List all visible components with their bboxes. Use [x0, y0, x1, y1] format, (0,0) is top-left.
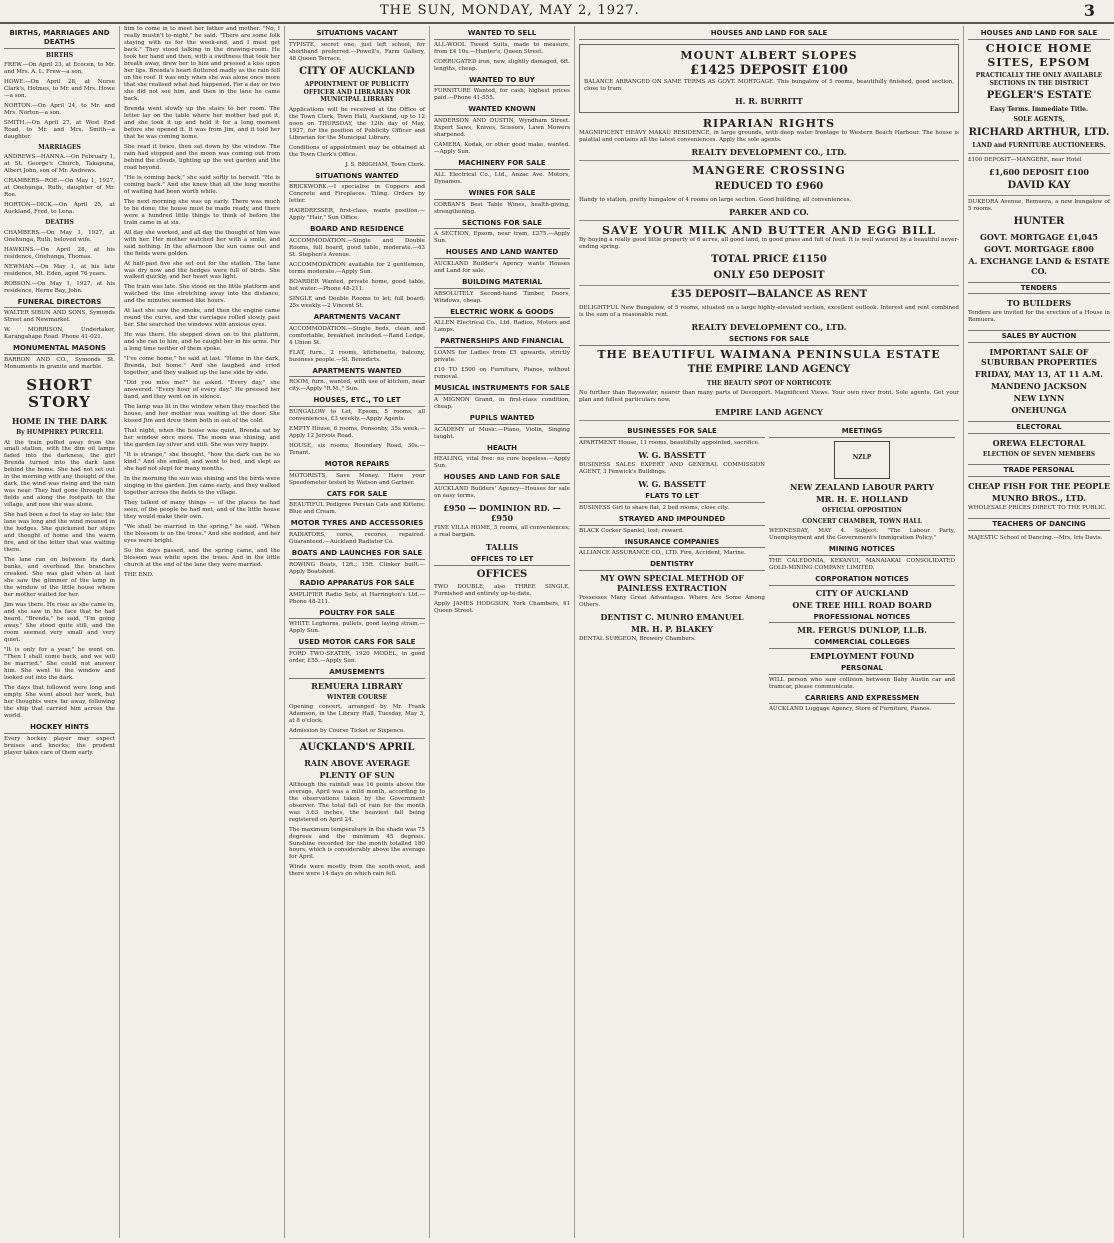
- marriages-heading: MARRIAGES: [38, 143, 81, 151]
- flats-heading: FLATS TO LET: [579, 492, 765, 503]
- column-story-continued: him to come in to meet her father and mother. "No, I really mustn't to-night," he said. "There are some folk staying with us for the week-end, and I must get back." They stood talking in the drawing-room. He took her hand and then, with a swiftness that took her breath away, drew her to him and pressed a kiss upon her lips. Brenda's heart fluttered madly as the rain fell on the roof. It was only when she was alone once more that she realised what had happened. For a day or two she did not see him, and then in the lane he came back. Brenda went slowly up the stairs to her room. The letter lay on the table where her mother had put it, and she took it up and held it for a long moment before she opened it. It was from Jim, and it told her that he was coming home. She read it twice, then sat down by the window. The rain had stopped and the moon was coming out from behind the clouds, lighting up the wet garden and the road beyond. "He is coming back," she said softly to herself. "He is coming back." And she knew that all the long months of waiting had been worth while. The next morning she was up early. There was much to be done; the house must be made ready, and there were a hundred little things to think of before the train came in at six. All day she worked, and all day the thought of him was with her. Her mother watched her with a smile, and said nothing. In the afternoon the sun came out and the fields were golden. At half-past five she set out for the station. The lane was dry now and the hedges were full of birds. She walked quickly, and her heart was light. The train was late. She stood on the little platform and watched the line stretching away into the distance, and the minutes seemed like hours. At last she saw the smoke, and then the engine came round the curve, and the carriages rolled slowly past her. She searched the windows with anxious eyes. He was there. He stepped down on to the platform, and she ran to him, and he caught her in his arms. For a long time neither of them spoke. "I've come home," he said at last. "Home in the dark, Brenda, but home." And she laughed and cried together, and they walked up the lane side by side. "Did you miss me?" he asked. "Every day," she answered. "Every hour of every day." He pressed her hand, and they went on in silence. The lamp was lit in the window when they reached the house, and her mother was waiting at the door. She kissed Jim and drew them both in out of the cold. That night, when the house was quiet, Brenda sat by her window once more. The moon was shining, and the garden lay silver and still. She was very happy. "It is strange," she thought, "how the dark can be so kind." And she smiled, and went to bed, and slept as she had not slept for many months. In the morning the sun was shining and the birds were singing in the garden. Jim came early, and they walked together across the fields to the village. They talked of many things — of the places he had seen, of the people he had met, and of the little house they would make their own. "We shall be married in the spring," he said. "When the blossom is on the trees." And she nodded, and her eyes were bright. So the days passed, and the spring came, and the blossom was white upon the trees. And in the little church at the end of the lane they were married. THE END.: [120, 26, 285, 1238]
- wines-heading: WINES FOR SALE: [434, 189, 570, 200]
- page-number: 3: [1083, 1, 1096, 20]
- boats-heading: BOATS AND LAUNCHES FOR SALE: [289, 549, 425, 560]
- wanted-sell-heading: WANTED TO SELL: [434, 29, 570, 40]
- bassett-2: W. G. BASSETT: [638, 479, 706, 490]
- used-cars-heading: USED MOTOR CARS FOR SALE: [289, 638, 425, 649]
- opposition: OFFICIAL OPPOSITION: [822, 507, 902, 515]
- offices-let-heading: OFFICES TO LET: [434, 555, 570, 566]
- mt-albert-price: £1425 DEPOSIT £100: [690, 62, 848, 78]
- births-heading: BIRTHS: [45, 51, 74, 59]
- amusements-heading: AMUSEMENTS: [289, 668, 425, 679]
- tallis: TALLIS: [485, 541, 519, 552]
- hockey-hints-heading: HOCKEY HINTS: [4, 723, 115, 734]
- building-heading: BUILDING MATERIAL: [434, 278, 570, 289]
- sun-heading: PLENTY OF SUN: [319, 769, 395, 780]
- price-1600: £1,600 DEPOSIT £100: [989, 166, 1089, 177]
- david-kay: DAVID KAY: [1007, 179, 1071, 191]
- meetings-heading: MEETINGS: [769, 427, 955, 438]
- orewa: OREWA ELECTORAL: [992, 437, 1086, 448]
- professional-heading: PROFESSIONAL NOTICES: [769, 613, 955, 624]
- riparian-title: RIPARIAN RIGHTS: [702, 116, 836, 130]
- wanted-known-heading: WANTED KNOWN: [434, 105, 570, 116]
- sole-agents: SOLE AGENTS,: [1013, 116, 1065, 124]
- dominion-ad: £100 DEPOSIT—MANGERE, near Hotel: [968, 156, 1082, 163]
- personal-heading: PERSONAL: [769, 664, 955, 675]
- city-auckland-heading: CITY OF AUCKLAND: [299, 65, 415, 77]
- insurance-heading: INSURANCE COMPANIES: [579, 538, 765, 549]
- column-classifieds-1: SITUATIONS VACANT TYPISTE, secret one, just left school, for shorthand preferred.—Powell's, Farm Gallery, 48 Queen Terrace. CITY OF AUCKLAND APPOINTMENT OF PUBLICITY OFFICER AND LIBRARIAN FOR MUNICIPAL LIBRARY Applications will be received at the Office of the Town Clerk, Town Hall, Auckland, up to 12 noon on THURSDAY, the 12th day of May, 1927, for the position of Publicity Officer and Librarian for the Municipal Library. Conditions of appointment may be obtained at the Town Clerk's Office. J. S. BRIGHAM, Town Clerk. SITUATIONS WANTED BRICKWORK.—I specialise in Coppers and Concrete and Fireplaces. Tiling. Orders by letter. HAIRDRESSER, first-class, wants position.—Apply "Hair," Sun Office. BOARD AND RESIDENCE ACCOMMODATION.—Single and Double Rooms, full board, good table, moderate.—43 St. Stephen's Avenue. ACCOMMODATION available for 2 gentlemen, terms moderate.—Apply Sun. BOARDER Wanted, private home, good table, hot water.—Phone 48-211. SINGLE and Double Rooms to let; full board; 25s weekly.—2 Vincent St. APARTMENTS VACANT ACCOMMODATION.—Single beds, clean and comfortable, breakfast included.—Rand Lodge, 4 Union St. FLAT, furn., 2 rooms, kitchenette, balcony, business people.—St. Benedicts. APARTMENTS WANTED ROOM, furn., wanted, with use of kitchen, near city.—Apply "R.M.," Sun. HOUSES, ETC., TO LET BUNGALOW to Let, Epsom, 5 rooms, all conveniences, £3 weekly.—Apply Agents. EMPTY House, 6 rooms, Ponsonby, 35s week.—Apply 12 Jervois Road. HOUSE, six rooms, Boundary Road, 30s.—Tenant. MOTOR REPAIRS MOTORISTS, Save Money. Have your Speedometer tested by Watson and Gartner. CATS FOR SALE BEAUTIFUL Pedigree Persian Cats and Kittens; Blue and Cream. MOTOR TYRES AND ACCESSORIES RADIATORS, cores, recores, repaired. Guaranteed.—Auckland Radiator Co. BOATS AND LAUNCHES FOR SALE ROWING Boats, 12ft.; 15ft. Clinker built.—Apply Boatshed. RADIO APPARATUS FOR SALE AMPLIFIER Radio Sets, at Harrington's Ltd.—Phone 48-211. POULTRY FOR SALE WHITE Leghorns, pullets, good laying strain.—Apply Sun. USED MOTOR CARS FOR SALE FORD TWO-SEATER, 1920 MODEL, in good order, £55.—Apply Sun. AMUSEMENTS REMUERA LIBRARY WINTER COURSE Opening concert, arranged by Mr. Frank Adamson, in the Library Hall, Tuesday, May 3, at 8 o'clock. Admission by Course Ticket or Sixpence. AUCKLAND'S APRIL RAIN ABOVE AVERAGE PLENTY OF SUN Although the rainfall was 16 points above the average, April was a mild month, according to the observations taken by the Government observer. The total fall of rain for the month was 3.63 inches, the heaviest fall being registered on April 24. The maximum temperature in the shade was 75 degrees and the minimum 45 degrees. Sunshine recorded for the month totalled 180 hours, which is considerably above the average for April. Winds were mostly from the south-west, and there were 14 days on which rain fell.: [285, 26, 430, 1238]
- total-price: TOTAL PRICE £1150: [711, 254, 827, 266]
- commercial-heading: COMMERCIAL COLLEGES: [769, 638, 955, 649]
- situations-wanted-heading: SITUATIONS WANTED: [289, 172, 425, 183]
- deaths-heading: DEATHS: [45, 219, 74, 227]
- health-heading: HEALTH: [434, 444, 570, 455]
- births-marriages-deaths-heading: BIRTHS, MARRIAGES AND DEATHS: [4, 29, 115, 49]
- waimana-title: THE BEAUTIFUL WAIMANA PENINSULA ESTATE: [597, 347, 941, 361]
- mining-heading: MINING NOTICES: [769, 545, 955, 556]
- offices: OFFICES: [476, 568, 528, 580]
- rain-heading: RAIN ABOVE AVERAGE: [304, 757, 410, 768]
- houses-sale-heading: HOUSES AND LAND FOR SALE: [434, 473, 570, 484]
- city-of-auckland: CITY OF AUCKLAND: [815, 587, 909, 598]
- strayed-heading: STRAYED AND IMPOUNDED: [579, 515, 765, 526]
- choice-title: CHOICE HOME SITES, EPSOM: [985, 41, 1093, 69]
- cheap-fish: CHEAP FISH FOR THE PEOPLE: [968, 481, 1110, 492]
- sections-heading: SECTIONS FOR SALE: [434, 219, 570, 230]
- radio-heading: RADIO APPARATUS FOR SALE: [289, 579, 425, 590]
- beauty-spot: THE BEAUTY SPOT OF NORTHCOTE: [706, 379, 832, 387]
- concert-chamber: CONCERT CHAMBER, TOWN HALL: [802, 517, 922, 525]
- one-tree-hill: ONE TREE HILL ROAD BOARD: [792, 599, 932, 610]
- mandeno-jackson: MANDENO JACKSON: [991, 381, 1087, 392]
- column-property: HOUSES AND LAND FOR SALE MOUNT ALBERT SLOPES £1425 DEPOSIT £100 BALANCE ARRANGED ON SAME TERMS AS GOVT. MORTGAGE. This bungalow of 5 rooms, beautifully finished, good section, close to tram. H. R. BURRITT RIPARIAN RIGHTS MAGNIFICENT HEAVY MAKAU RESIDENCE, in large grounds, with deep water frontage to Western Beach Harbour. The house is palatial and contains all the latest conveniences. Apply the sole agents. REALTY DEVELOPMENT CO., LTD. MANGERE CROSSING REDUCED TO £960 Handy to station, pretty bungalow of 4 rooms on large section. Good building, all conveniences. PARKER AND CO. SAVE YOUR MILK AND BUTTER AND EGG BILL By buying a really good little property of 6 acres, all good land, in good grass and full of feed. It is well watered by a beautiful never-ending spring. TOTAL PRICE £1150 ONLY £50 DEPOSIT £35 DEPOSIT—BALANCE AS RENT DELIGHTFUL New Bungalow, of 5 rooms, situated on a large highly-elevated section, excellent outlook. Interest and rent combined is the sum of a reasonable rent. REALTY DEVELOPMENT CO., LTD. SECTIONS FOR SALE THE BEAUTIFUL WAIMANA PENINSULA ESTATE THE EMPIRE LAND AGENCY THE BEAUTY SPOT OF NORTHCOTE No further than Bayswater, nearer than many parts of Devonport. Magnificent Views. Your own river front. Sole agents. Get your plan and fullest particulars now. EMPIRE LAND AGENCY BUSINESSES FOR SALE APARTMENT House, 11 rooms, beautifully appointed, sacrifice. W. G. BASSETT BUSINESS SALES EXPERT AND GENERAL COMMISSION AGENT, 3 Fenwick's Buildings. W. G. BASSETT FLATS TO LET BUSINESS Girl to share flat, 2 bed rooms, close city. STRAYED AND IMPOUNDED BLACK Cocker Spaniel, lost; reward. INSURANCE COMPANIES ALLIANCE ASSURANCE CO., LTD. Fire, Accident, Marine. DENTISTRY MY OWN SPECIAL METHOD OF PAINLESS EXTRACTION Possesses Many Great Advantages. Where Are Some Among Others. DENTIST C. MUNRO EMANUEL MR. H. P. BLAKEY DENTAL SURGEON, Brewery Chambers. MEETINGS NZLP NEW ZEALAND LABOUR PARTY MR. H. E. HOLLAND OFFICIAL OPPOSITION CONCERT CHAMBER, TOWN HALL WEDNESDAY, MAY 4. Subject: "The Labour Party, Unemployment and the Government's Immigration Policy." MINING NOTICES THE CALEDONIA, KEKANUI, MANAIAKAI CONSOLIDATED GOLD-MINING COMPANY LIMITED. CORPORATION NOTICES CITY OF AUCKLAND ONE TREE HILL ROAD BOARD PROFESSIONAL NOTICES MR. FERGUS DUNLOP, LL.B. COMMERCIAL COLLEGES EMPLOYMENT FOUND PERSONAL WILL person who saw collision between Baby Austin car and tramcar, please communicate. CARRIERS AND EXPRESSMEN AUCKLAND Luggage Agency, Store of Furniture, Pianos.: [575, 26, 964, 1238]
- apartments-wanted-heading: APARTMENTS WANTED: [289, 367, 425, 378]
- story-text: At the train puffed away from the small station, with the dim oil lamps faded into the darkness, the girl Brenda turned into the dark lane behind the home. She had not set out in the morning with any thought of the dark, the wind was rising and the rain was near. They had gone through the fields and along the footpath to the village, and now she was alone.: [4, 439, 115, 509]
- govt-800: GOVT. MORTGAGE £800: [984, 243, 1094, 254]
- short-story-heading: SHORT STORY: [26, 376, 93, 411]
- important-sale: IMPORTANT SALE OF SUBURBAN PROPERTIES: [980, 347, 1098, 368]
- onehunga: ONEHUNGA: [1011, 405, 1067, 416]
- burritt: H. R. BURRITT: [735, 95, 803, 106]
- masthead: [0, 0, 1114, 24]
- own-method: MY OWN SPECIAL METHOD OF PAINLESS EXTRACTION: [600, 572, 744, 593]
- partnerships-heading: PARTNERSHIPS AND FINANCIAL: [434, 337, 570, 348]
- corporation-heading: CORPORATION NOTICES: [769, 575, 955, 586]
- appointment-heading: APPOINTMENT OF PUBLICITY OFFICER AND LIBRARIAN FOR MUNICIPAL LIBRARY: [303, 81, 411, 104]
- meetings-column: MEETINGS NZLP NEW ZEALAND LABOUR PARTY MR. H. E. HOLLAND OFFICIAL OPPOSITION CONCERT CHAMBER, TOWN HALL WEDNESDAY, MAY 4. Subject: "The Labour Party, Unemployment and the Government's Immigration Policy." MINING NOTICES THE CALEDONIA, KEKANUI, MANAIAKAI CONSOLIDATED GOLD-MINING COMPANY LIMITED. CORPORATION NOTICES CITY OF AUCKLAND ONE TREE HILL ROAD BOARD PROFESSIONAL NOTICES MR. FERGUS DUNLOP, LL.B. COMMERCIAL COLLEGES EMPLOYMENT FOUND PERSONAL WILL person who saw collision between Baby Austin car and tramcar, please communicate. CARRIERS AND EXPRESSMEN AUCKLAND Luggage Agency, Store of Furniture, Pianos.: [769, 427, 955, 713]
- holland: MR. H. E. HOLLAND: [815, 494, 909, 505]
- cats-heading: CATS FOR SALE: [289, 490, 425, 501]
- tenders-heading: TENDERS: [968, 282, 1110, 295]
- electric-heading: ELECTRIC WORK & GOODS: [434, 308, 570, 319]
- dunlop: MR. FERGUS DUNLOP, LL.B.: [797, 625, 927, 636]
- sales-auction-heading: SALES BY AUCTION: [968, 330, 1110, 343]
- newspaper-title: THE SUN, MONDAY, MAY 2, 1927.: [380, 3, 640, 18]
- apartments-vacant-heading: APARTMENTS VACANT: [289, 313, 425, 324]
- richard-arthur: RICHARD ARTHUR, LTD.: [968, 126, 1110, 138]
- mangere-title: MANGERE CROSSING: [692, 164, 846, 178]
- machinery-heading: MACHINERY FOR SALE: [434, 159, 570, 170]
- hunter: HUNTER: [1013, 216, 1065, 228]
- employment: EMPLOYMENT FOUND: [809, 651, 915, 662]
- parker: PARKER AND CO.: [729, 206, 809, 217]
- business-column: BUSINESSES FOR SALE APARTMENT House, 11 rooms, beautifully appointed, sacrifice. W. G. BASSETT BUSINESS SALES EXPERT AND GENERAL COMMISSION AGENT, 3 Fenwick's Buildings. W. G. BASSETT FLATS TO LET BUSINESS Girl to share flat, 2 bed rooms, close city. STRAYED AND IMPOUNDED BLACK Cocker Spaniel, lost; reward. INSURANCE COMPANIES ALLIANCE ASSURANCE CO., LTD. Fire, Accident, Marine. DENTISTRY MY OWN SPECIAL METHOD OF PAINLESS EXTRACTION Possesses Many Great Advantages. Where Are Some Among Others. DENTIST C. MUNRO EMANUEL MR. H. P. BLAKEY DENTAL SURGEON, Brewery Chambers.: [579, 427, 765, 642]
- new-lynn: NEW LYNN: [1013, 393, 1065, 404]
- practically: PRACTICALLY THE ONLY AVAILABLE SECTIONS IN THE DISTRICT: [975, 72, 1103, 87]
- story-continued-text: him to come in to meet her father and mother. "No, I really mustn't to-night," he said. "There are some folk staying with us for the week-end, and I must get back." They stood talking in the drawing-room. He took her hand and then, with a swiftness that took her breath away, drew her to him and pressed a kiss upon her lips. Brenda's heart fluttered madly as the rain fell on the roof. It was only when she was alone once more that she realised what had happened. For a day or two she did not see him, and then in the lane he came back.: [124, 26, 280, 102]
- motor-repairs-heading: MOTOR REPAIRS: [289, 460, 425, 471]
- story-title: HOME IN THE DARK: [11, 416, 108, 426]
- realty: REALTY DEVELOPMENT CO., LTD.: [691, 147, 847, 158]
- friday-sale: FRIDAY, MAY 13, AT 11 A.M.: [975, 369, 1103, 380]
- exchange: A. EXCHANGE LAND & ESTATE CO.: [968, 255, 1110, 276]
- trade-heading: TRADE PERSONAL: [968, 464, 1110, 477]
- builders: TO BUILDERS: [1006, 298, 1072, 309]
- reduced: REDUCED TO £960: [714, 181, 824, 193]
- businesses-heading: BUSINESSES FOR SALE: [579, 427, 765, 438]
- musical-heading: MUSICAL INSTRUMENTS FOR SALE: [434, 384, 570, 395]
- price-950: £950 — DOMINION RD. — £950: [443, 502, 561, 523]
- bassett: W. G. BASSETT: [638, 450, 706, 461]
- seven-members: ELECTION OF SEVEN MEMBERS: [982, 450, 1096, 458]
- empire-2: EMPIRE LAND AGENCY: [715, 407, 823, 418]
- april-text: Although the rainfall was 16 points above the average, April was a mild month, according to the observations taken by the Government observer. The total fall of rain for the month was 3.63 inches, the heaviest fall being registered on April 24.: [289, 781, 425, 823]
- govt-1045: GOVT. MORTGAGE £1,045: [979, 231, 1098, 242]
- board-residence-heading: BOARD AND RESIDENCE: [289, 225, 425, 236]
- houses-to-let-heading: HOUSES, ETC., TO LET: [289, 396, 425, 407]
- save-title: SAVE YOUR MILK AND BUTTER AND EGG BILL: [602, 223, 936, 237]
- story-author: By HUMPHREY PURCELL: [16, 429, 103, 436]
- mt-albert-ad: MOUNT ALBERT SLOPES £1425 DEPOSIT £100 BALANCE ARRANGED ON SAME TERMS AS GOVT. MORTGAGE. This bungalow of 5 rooms, beautifully finished, good section, close to tram. H. R. BURRITT: [579, 44, 959, 113]
- hockey-text: Every hockey player may expect bruises and knocks; the prudent player takes care of them early.: [4, 735, 115, 756]
- mt-albert-title: MOUNT ALBERT SLOPES: [680, 48, 858, 62]
- dentist-munro: DENTIST C. MUNRO EMANUEL: [600, 611, 744, 622]
- terms: Easy Terms. Immediate Title.: [989, 105, 1089, 113]
- houses-land-sale-heading: HOUSES AND LAND FOR SALE: [579, 29, 959, 40]
- teachers-heading: TEACHERS OF DANCING: [968, 518, 1110, 531]
- poultry-heading: POULTRY FOR SALE: [289, 609, 425, 620]
- monumental-masons-heading: MONUMENTAL MASONS: [4, 344, 115, 355]
- auctioneers: LAND and FURNITURE AUCTIONEERS.: [972, 142, 1106, 150]
- labour-party: NEW ZEALAND LABOUR PARTY: [789, 482, 935, 493]
- column-classifieds-2: WANTED TO SELL ALL-WOOL Tweed Suits, made to measure, from £4 10s.—Hunter's, Queen Street. CORRUGATED iron, new, slightly damaged, 6ft. lengths, cheap. WANTED TO BUY FURNITURE Wanted, for cash; highest prices paid.—Phone 41-555. WANTED KNOWN ANDERSON AND DUSTIN, Wyndham Street. Expert Saws, Knives, Scissors, Lawn Mowers sharpened. CAMERA, Kodak, or other good make, wanted.—Apply Sun. MACHINERY FOR SALE ALL Electrical Co., Ltd., Anzac Ave. Motors, Dynamos. WINES FOR SALE CORBAN'S Best Table Wines, health-giving, strengthening. SECTIONS FOR SALE A SECTION, Epsom, near tram, £275.—Apply Sun. HOUSES AND LAND WANTED AUCKLAND Builder's Agency wants Houses and Land for sale. BUILDING MATERIAL ABSOLUTELY Second-hand Timber, Doors, Windows, cheap. ELECTRIC WORK & GOODS ALLEN Electrical Co., Ltd. Radios, Motors and Lamps. PARTNERSHIPS AND FINANCIAL LOANS for Ladies from £5 upwards, strictly private. £10 TO £500 on Furniture, Pianos, without removal. MUSICAL INSTRUMENTS FOR SALE A MIGNON Grand, in first-class condition, cheap. PUPILS WANTED ACADEMY of Music.—Piano, Violin, Singing taught. HEALTH HEALING, vital free: no cure hopeless.—Apply Sun. HOUSES AND LAND FOR SALE AUCKLAND Builders' Agency—Houses for sale on easy terms. £950 — DOMINION RD. — £950 FINE VILLA HOME, 5 rooms, all conveniences; a real bargain. TALLIS OFFICES TO LET OFFICES TWO DOUBLE, also THREE SINGLE, Furnished and entirely up-to-date. Apply JAMES HODGSON, York Chambers, 41 Queen Street.: [430, 26, 575, 1238]
- sections-sale-heading: SECTIONS FOR SALE: [579, 335, 959, 346]
- column-births-story: BIRTHS, MARRIAGES AND DEATHS BIRTHS FREW.—On April 23, at Ecocen, to Mr. and Mrs. A. L. Frew—a son. HOWE.—On April 28, at Nurse Clark's, Holmes, to Mr. and Mrs. Howe—a son. NORTON.—On April 24, to Mr. and Mrs. Norton—a son. SMITH.—On April 27, at West End Road, to Mr. and Mrs. Smith—a daughter. MARRIAGES ANDREWS—HANNA.—On February 1, at St. George's Church, Takapuna, Albert John, son of Mr. Andrews. CHAMBERS—ROE.—On May 1, 1927, at Onehunga, Ruth, daughter of Mr. Roe. HORTON—DICK.—On April 25, at Auckland, Fred, to Lena. DEATHS CHAMBERS.—On May 1, 1927, at Onehunga, Ruth, beloved wife. HAWKINS.—On April 28, at his residence, Onehunga, Thomas. NEWMAN.—On May 1, at his late residence, Mt. Eden, aged 76 years. ROBSON.—On May 1, 1927, at his residence, Herne Bay, John. FUNERAL DIRECTORS WALTER SIBUN AND SONS, Symonds Street and Newmarket. W. MORRISON, Undertaker, Karangahape Road. Phone 41-021. MONUMENTAL MASONS BARRON AND CO., Symonds St. Monuments in granite and marble. SHORT STORY HOME IN THE DARK By HUMPHREY PURCELL At the train puffed away from the small station, with the dim oil lamps faded into the darkness, the girl Brenda turned into the dark lane behind the home. She had not set out in the morning with any thought of the dark, the wind was rising and the rain was near. They had gone through the fields and along the footpath to the village, and now she was alone. She had been a fool to stay so late; the lane was long and the wind moaned in the hedges. She quickened her steps and thought of home and the warm fire, and of the letter that was waiting there. The lane ran on between its dark banks, and overhead the branches creaked. She was glad when at last she saw the glimmer of the lamp in the window of the little house where her mother waited for her. Jim was there. He rose as she came in, and she saw in his face that he had heard. "Brenda," he said, "I'm going away." She stood quite still, and the room seemed very small and very quiet. "It is only for a year," he went on. "Then I shall come back, and we will be married." She could not answer him. She went to the window and looked out into the dark. The days that followed were long and empty. She went about her work, but her thoughts were far away, following the ship that carried him across the world. HOCKEY HINTS Every hockey player may expect bruises and knocks; the prudent player takes care of them early.: [0, 26, 120, 1238]
- houses-land-wanted-heading: HOUSES AND LAND WANTED: [434, 248, 570, 259]
- electoral-heading: ELECTORAL: [968, 421, 1110, 434]
- carriers-heading: CARRIERS AND EXPRESSMEN: [769, 694, 955, 705]
- deposit-rent: £35 DEPOSIT—BALANCE AS RENT: [670, 289, 868, 301]
- munro-bros: MUNRO BROS., LTD.: [991, 493, 1087, 504]
- wanted-buy-heading: WANTED TO BUY: [434, 76, 570, 87]
- column-estates: HOUSES AND LAND FOR SALE CHOICE HOME SITES, EPSOM PRACTICALLY THE ONLY AVAILABLE SECTIONS IN THE DISTRICT PEGLER'S ESTATE Easy Terms. Immediate Title. SOLE AGENTS, RICHARD ARTHUR, LTD. LAND and FURNITURE AUCTIONEERS. £100 DEPOSIT—MANGERE, near Hotel £1,600 DEPOSIT £100 DAVID KAY DUKEORA Avenue, Remuera, a new bungalow of 5 rooms. HUNTER GOVT. MORTGAGE £1,045 GOVT. MORTGAGE £800 A. EXCHANGE LAND & ESTATE CO. TENDERS TO BUILDERS Tenders are invited for the erection of a House in Remuera. SALES BY AUCTION IMPORTANT SALE OF SUBURBAN PROPERTIES FRIDAY, MAY 13, AT 11 A.M. MANDENO JACKSON NEW LYNN ONEHUNGA ELECTORAL OREWA ELECTORAL ELECTION OF SEVEN MEMBERS TRADE PERSONAL CHEAP FISH FOR THE PEOPLE MUNRO BROS., LTD. WHOLESALE PRICES DIRECT TO THE PUBLIC. TEACHERS OF DANCING MAJESTIC School of Dancing.—Mrs. Iris Davis.: [968, 29, 1110, 541]
- empire-title: THE EMPIRE LAND AGENCY: [687, 364, 851, 376]
- pupils-heading: PUPILS WANTED: [434, 414, 570, 425]
- dentistry-heading: DENTISTRY: [579, 560, 765, 571]
- pegler: PEGLER'S ESTATE: [986, 90, 1092, 102]
- houses-land-heading-right: HOUSES AND LAND FOR SALE: [968, 29, 1110, 40]
- motor-tyres-heading: MOTOR TYRES AND ACCESSORIES: [289, 519, 425, 530]
- only-deposit: ONLY £50 DEPOSIT: [713, 269, 825, 281]
- library-heading: REMUERA LIBRARY: [311, 680, 403, 691]
- situations-vacant-heading: SITUATIONS VACANT: [289, 29, 425, 40]
- labour-party-logo: NZLP: [834, 441, 890, 479]
- funeral-directors-heading: FUNERAL DIRECTORS: [4, 298, 115, 309]
- realty-2: REALTY DEVELOPMENT CO., LTD.: [691, 321, 847, 332]
- blakey: MR. H. P. BLAKEY: [631, 623, 713, 634]
- winter-course-heading: WINTER COURSE: [326, 693, 388, 701]
- april-heading: AUCKLAND'S APRIL: [299, 742, 415, 754]
